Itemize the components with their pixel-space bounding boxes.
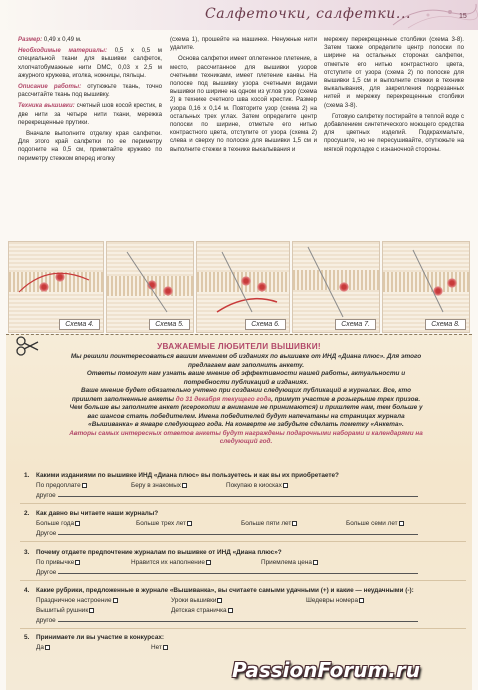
column-1 bbox=[18, 36, 162, 166]
page-number: 15 bbox=[459, 13, 467, 20]
scheme-caption: Схема 5. bbox=[149, 319, 190, 330]
intro-text: Ваше мнение будет обязательно учтено при создании следующих публикаций в журналах. Все, кто пришлет заполненные анкеты до 31 декабря текущего года, примут участие в розыгрыше трех призов. Чем больше вы заполните анкет (ксерокопии в внимание не принимаются) и пришлете нам, тем больше у вас шансов стать победителем. Имена победителей будут напечатаны на страницах журнала «Вышиванка» в январе следующего года. На конверте не забудьте сделать пометку «Анкета». bbox=[69, 387, 423, 428]
materials-value: 0,5 х 0,5 м специальной ткани для вышивки салфеток, хлопчатобумажные нити DMC, 0,03 х 2,5 м ажурного кружева, иголка, ножницы, пяльцы. bbox=[18, 47, 162, 79]
answer-line[interactable] bbox=[58, 573, 418, 574]
checkbox[interactable] bbox=[359, 598, 364, 603]
scheme-caption: Схема 8. bbox=[425, 319, 466, 330]
paragraph: Вначале выполните отделку края салфетки. Для этого край салфетки по ее периметру подогните на 0,5 см, приметайте кружево по периметру стежком вперед иголку bbox=[18, 130, 162, 162]
technique-label: Техника вышивки: bbox=[18, 102, 75, 110]
scheme-photo-4 bbox=[8, 241, 104, 333]
materials-label: Необходимые материалы: bbox=[18, 47, 108, 55]
checkbox[interactable] bbox=[206, 560, 211, 565]
size-value: 0,49 х 0,49 м. bbox=[43, 36, 82, 43]
paragraph: (схема 1), прошейте на машинке. Ненужные нити удалите. bbox=[170, 36, 317, 52]
intro-text: Мы решили поинтересоваться вашим мнением об изданиях по вышивке от ИНД «Диана плюс». Для этого предлагаем вам заполнить анкету. bbox=[70, 353, 422, 369]
checkbox[interactable] bbox=[217, 598, 222, 603]
scheme-caption: Схема 4. bbox=[59, 319, 100, 330]
intro-text: Ответы помогут нам узнать ваше мнение об эффективности нашей работы, актуальности и потребности публикаций в изданиях. bbox=[86, 370, 406, 386]
scheme-photo-6 bbox=[196, 241, 290, 333]
paragraph: мережку перекрещенные столбики (схема 3-8). Затем также определите центр полоски по ширине на остальных сторонах салфетки, отметьте его нитью контрастного цвета, отступите от узора (схема 2) по полоске для вышивки 1,5 см и выполните стежки в технике выкалывания, для закрепления подрезанных нитей и мережку перекрещенные столбики (схема 3-8). bbox=[324, 36, 464, 109]
paragraph: Основа салфетки имеет оплетенное плетение, а место, рассчитанное для вышивки узоров счетными техниками, имеет плетение канвы. На полоске под вышивку узора счетными видами вышивки по ширине на одном из углов узор (схема 2) в технике счетного шва косой крестик. Размер узора 0,16 х 0,14 м. Повторите узор (схема 2) на остальных трех углах. Затем определите центр полоски по ширине, отметьте его нитью контрастного цвета, отступите от узора (схема 2) слева и сверху по полоске для вышивки 1,5 см и выполните стежки в технике выкалывания и bbox=[170, 55, 317, 153]
scheme-caption: Схема 6. bbox=[245, 319, 286, 330]
description-value: отутюжьте ткань, точно рассчитайте ткань под вышивку. bbox=[18, 83, 162, 99]
survey-intro bbox=[66, 353, 426, 447]
checkbox[interactable] bbox=[45, 645, 50, 650]
answer-line[interactable] bbox=[58, 496, 418, 497]
technique-value: счетный шов косой крестик, в две нити за четыре нити ткани, мережка перекрещенные прутики. bbox=[18, 102, 162, 126]
page-title: Салфеточки, салфетки... bbox=[205, 6, 412, 22]
checkbox[interactable] bbox=[182, 483, 187, 488]
checkbox[interactable] bbox=[163, 645, 168, 650]
checkbox[interactable] bbox=[89, 608, 94, 613]
checkbox[interactable] bbox=[75, 560, 80, 565]
description-label: Описание работы: bbox=[18, 83, 82, 91]
scheme-photos bbox=[8, 241, 470, 333]
column-3 bbox=[324, 36, 464, 157]
scheme-caption: Схема 7. bbox=[335, 319, 376, 330]
checkbox[interactable] bbox=[283, 483, 288, 488]
survey-title: УВАЖАЕМЫЕ ЛЮБИТЕЛИ ВЫШИВКИ! bbox=[157, 342, 321, 351]
checkbox[interactable] bbox=[228, 608, 233, 613]
checkbox[interactable] bbox=[313, 560, 318, 565]
checkbox[interactable] bbox=[187, 521, 192, 526]
scheme-photo-8 bbox=[382, 241, 470, 333]
answer-line[interactable] bbox=[58, 621, 418, 622]
checkbox[interactable] bbox=[292, 521, 297, 526]
checkbox[interactable] bbox=[399, 521, 404, 526]
checkbox[interactable] bbox=[113, 598, 118, 603]
watermark-logo: PassionForum.ru bbox=[232, 658, 421, 682]
paragraph: Готовую салфетку постирайте в теплой воде с добавлением синтетического моющего средства для цветных изделий. Подкрахмальте, просушите, но не пересушивайте, отутюжьте на мягкой подкладке с изнаночной стороны. bbox=[324, 112, 464, 153]
survey-coupon: УВАЖАЕМЫЕ ЛЮБИТЕЛИ ВЫШИВКИ! Мы решили поинтересоваться вашим мнением об изданиях по вышивке от ИНД «Диана плюс». Для этого предлагаем вам заполнить анкету. Ответы помогут нам узнать ваше мнение об эффективности нашей работы, актуальности и потребности публикаций в изданиях. Ваше мнение будет обязательно учтено при создании следующих публикаций в журналах. Все, кто пришлет заполненные анкеты до 31 декабря текущего года, примут участие в розыгрыше трех призов. Чем больше вы заполните анкет (ксерокопии в внимание не принимаются) и пришлете нам, тем больше у вас шансов стать победителем. Имена победителей будут напечатаны на страницах журнала «Вышиванка» в январе следующего года. На конверте не забудьте сделать пометку «Анкета». Авторы самых интересных ответов анкеты будут награждены подарочными наборами и календарями на следующий год. 1. Какими изданиями по вышивке ИНД «Диана плюс» вы пользуетесь и как вы их приобретаете? По предоплате Беру в знакомых Покупаю в киосках другое 2. Как давно вы читаете наши журналы? Больше года Больше трех лет Больше пяти лет Больше семи лет Другое 3. Почему отдаете предпочтение журналам по вышивке от ИНД «Диана плюс»? По привычке Нравится их наполнение Приемлема цена Другое 4. Какие рубрики, предложенные в журнале «Вышиванка», вы считаете самыми удачными (+) и какие — неудачными (-): Праздничное настроение Уроки вышивки Шедевры номера Вышитый рушник Детская страничка другое 5. Принимаете ли вы участие в конкурсах: Да Нет bbox=[6, 334, 472, 690]
checkbox[interactable] bbox=[82, 483, 87, 488]
scheme-photo-5 bbox=[106, 241, 194, 333]
answer-line[interactable] bbox=[58, 534, 418, 535]
checkbox[interactable] bbox=[75, 521, 80, 526]
scheme-photo-7 bbox=[292, 241, 380, 333]
column-2 bbox=[170, 36, 317, 157]
size-label: Размер: bbox=[18, 36, 43, 43]
intro-text-highlight: Авторы самых интересных ответов анкеты будут награждены подарочными наборами и календарями на следующий год. bbox=[69, 429, 423, 445]
